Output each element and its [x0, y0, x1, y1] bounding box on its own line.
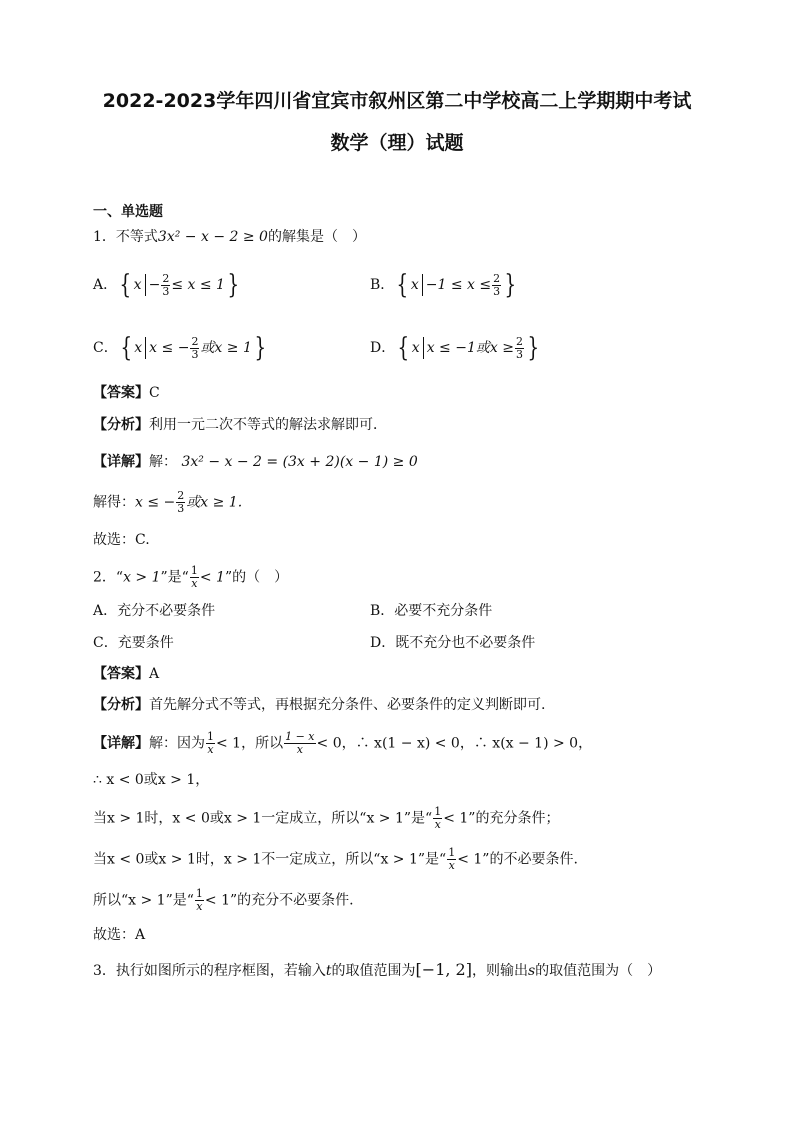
q1-solve-right: 或x ≥ 1. — [186, 494, 243, 511]
q1-a-frac — [161, 273, 170, 298]
q1-b-left: −1 ≤ x ≤ — [425, 277, 492, 293]
q2-detail-line4 — [93, 847, 578, 872]
q2-stem-prefix: 2．“ — [93, 569, 124, 586]
doc-title-line1: 2022-2023学年四川省宜宾市叙州区第二中学校高二上学期期中考试 — [102, 90, 692, 112]
q1-b-frac — [492, 273, 501, 298]
q2-stem — [93, 565, 288, 590]
frac-den: 3 — [162, 284, 170, 298]
q2-analysis-text: 首先解分式不等式，再根据充分条件、必要条件的定义判断即可. — [149, 697, 546, 713]
q2-d3-b: < 1”的充分条件； — [443, 810, 560, 827]
frac-den: x — [207, 743, 214, 756]
q1-stem — [93, 227, 366, 247]
q2-detail-line2: ∴ x < 0或x > 1， — [93, 772, 210, 788]
answer-tag: 【答案】 — [93, 666, 149, 682]
q3-stem-d: 的取值范围为（ ） — [535, 963, 662, 979]
frac-den: x — [448, 859, 455, 872]
q1-answer — [93, 383, 160, 403]
q2-stem-a: x > 1 — [123, 569, 161, 586]
q1-d-frac — [515, 336, 524, 361]
q2-d1-b: < 1，所以 — [216, 735, 284, 752]
q2-stem-suffix: ”的（ ） — [224, 569, 289, 586]
frac-num: 2 — [493, 271, 501, 285]
q2-d5-b: < 1”的充分不必要条件. — [204, 892, 354, 909]
frac-num: 2 — [515, 334, 523, 348]
q2-stem-lt: < 1 — [199, 569, 225, 586]
answer-tag: 【答案】 — [93, 385, 149, 401]
q2-d1-c: < 0，∴ x(1 − x) < 0，∴ x(x − 1) > 0， — [316, 735, 593, 752]
q1-option-d: D．{ x x ≤ −1或x ≥ $\frac{2}{3}$ } — [370, 333, 540, 363]
frac-num: 1 — [195, 887, 203, 900]
frac-num: 1 — [448, 846, 456, 859]
q1-choose: 故选：C. — [93, 532, 150, 548]
frac-num: 2 — [177, 489, 185, 502]
q1-stem-prefix: 1．不等式 — [93, 229, 158, 245]
frac-den: x — [296, 743, 303, 756]
q2-option-a: A．充分不必要条件 — [93, 603, 216, 619]
q2-answer-value: A — [149, 666, 160, 682]
frac-num: 1 − x — [285, 730, 315, 743]
q2-option-d: D．既不充分也不必要条件 — [370, 635, 536, 651]
q1-a-right: ≤ x ≤ 1 — [171, 277, 225, 293]
q1-solve-prefix: 解得： — [93, 494, 135, 511]
frac-den: x — [196, 900, 203, 913]
q2-answer — [93, 664, 159, 684]
q2-option-b: B．必要不充分条件 — [370, 603, 493, 619]
analysis-tag: 【分析】 — [93, 697, 149, 713]
q1-option-c-label: C． — [93, 340, 118, 356]
frac-den: 3 — [493, 284, 501, 298]
frac-num: 1 — [207, 730, 214, 743]
q3-interval: [−1, 2] — [415, 960, 472, 979]
q1-analysis-text: 利用一元二次不等式的解法求解即可． — [149, 417, 387, 433]
q1-solve — [93, 490, 242, 515]
q1-option-a-label: A． — [93, 277, 118, 293]
q2-d3-frac — [433, 806, 442, 831]
q1-detail-math: 3x² − x − 2 = (3x + 2)(x − 1) ≥ 0 — [181, 454, 418, 470]
q1-option-b-label: B． — [370, 277, 395, 293]
q2-d1-frac2 — [284, 731, 315, 756]
q1-analysis — [93, 415, 387, 435]
frac-num: 2 — [162, 271, 170, 285]
q1-b-var: x — [410, 277, 419, 293]
q1-stem-suffix: 的解集是（ ） — [267, 229, 366, 245]
frac-den: x — [191, 577, 198, 590]
q2-d4-b: < 1”的不必要条件. — [457, 851, 578, 868]
q3-var-t: t — [325, 963, 332, 979]
q2-stem-mid: ”是“ — [160, 569, 189, 586]
q2-d1-frac1 — [206, 731, 215, 756]
q1-stem-math: 3x² − x − 2 ≥ 0 — [157, 229, 268, 245]
q3-stem-c: ，则输出 — [471, 963, 528, 979]
q1-option-d-label: D． — [370, 340, 396, 356]
detail-tag: 【详解】 — [93, 735, 149, 752]
q2-d4-a: 当x < 0或x > 1时，x > 1不一定成立，所以“x > 1”是“ — [93, 851, 447, 868]
q2-choose: 故选：A — [93, 927, 146, 943]
frac-num: 2 — [191, 334, 199, 348]
frac-den: 3 — [191, 347, 199, 361]
q1-c-right: 或x ≥ 1 — [200, 340, 252, 356]
q2-d4-frac — [447, 847, 456, 872]
q2-detail-line3 — [93, 806, 559, 831]
q2-analysis — [93, 695, 545, 715]
q1-option-a: A．{ x − $\frac{2}{3}$ ≤ x ≤ 1} — [93, 270, 240, 300]
q1-option-c: C．{ x x ≤ − $\frac{2}{3}$ 或x ≥ 1} — [93, 333, 266, 363]
q3-var-s: s — [527, 963, 536, 979]
q3-stem-a: 3．执行如图所示的程序框图，若输入 — [93, 963, 326, 979]
section-heading: 一、单选题 — [93, 204, 163, 220]
q1-d-left: x ≤ −1或x ≥ — [426, 340, 514, 356]
frac-num: 1 — [434, 805, 442, 818]
q1-detail-prefix: 解： — [149, 454, 177, 470]
analysis-tag: 【分析】 — [93, 417, 149, 433]
q1-a-var: x — [133, 277, 142, 293]
q2-d5-a: 所以“x > 1”是“ — [93, 892, 194, 909]
q1-solve-left: x ≤ − — [135, 494, 176, 511]
q2-detail-line5 — [93, 888, 354, 913]
q1-c-frac — [190, 336, 199, 361]
q1-d-var: x — [411, 340, 420, 356]
detail-tag: 【详解】 — [93, 454, 149, 470]
q2-d3-a: 当x > 1时，x < 0或x > 1一定成立，所以“x > 1”是“ — [93, 810, 433, 827]
q1-c-left: x ≤ − — [149, 340, 190, 356]
q1-answer-value: C — [149, 385, 160, 401]
q1-option-b: B．{ x −1 ≤ x ≤ $\frac{2}{3}$ } — [370, 270, 517, 300]
q2-d1-a: 解：因为 — [149, 735, 205, 752]
q3-stem-b: 的取值范围为 — [331, 963, 416, 979]
q2-option-c: C．充要条件 — [93, 635, 174, 651]
frac-den: 3 — [177, 502, 185, 515]
q1-a-left: − — [148, 277, 161, 293]
q3-stem — [93, 960, 661, 981]
q1-solve-frac — [176, 490, 185, 515]
q2-stem-frac — [190, 565, 199, 590]
frac-den: x — [434, 818, 441, 831]
q2-detail-line1 — [93, 731, 592, 756]
frac-num: 1 — [190, 564, 198, 577]
q1-detail — [93, 452, 418, 472]
q1-c-var: x — [134, 340, 143, 356]
doc-title-line2: 数学（理）试题 — [330, 132, 464, 154]
frac-den: 3 — [515, 347, 523, 361]
q2-d5-frac — [195, 888, 204, 913]
